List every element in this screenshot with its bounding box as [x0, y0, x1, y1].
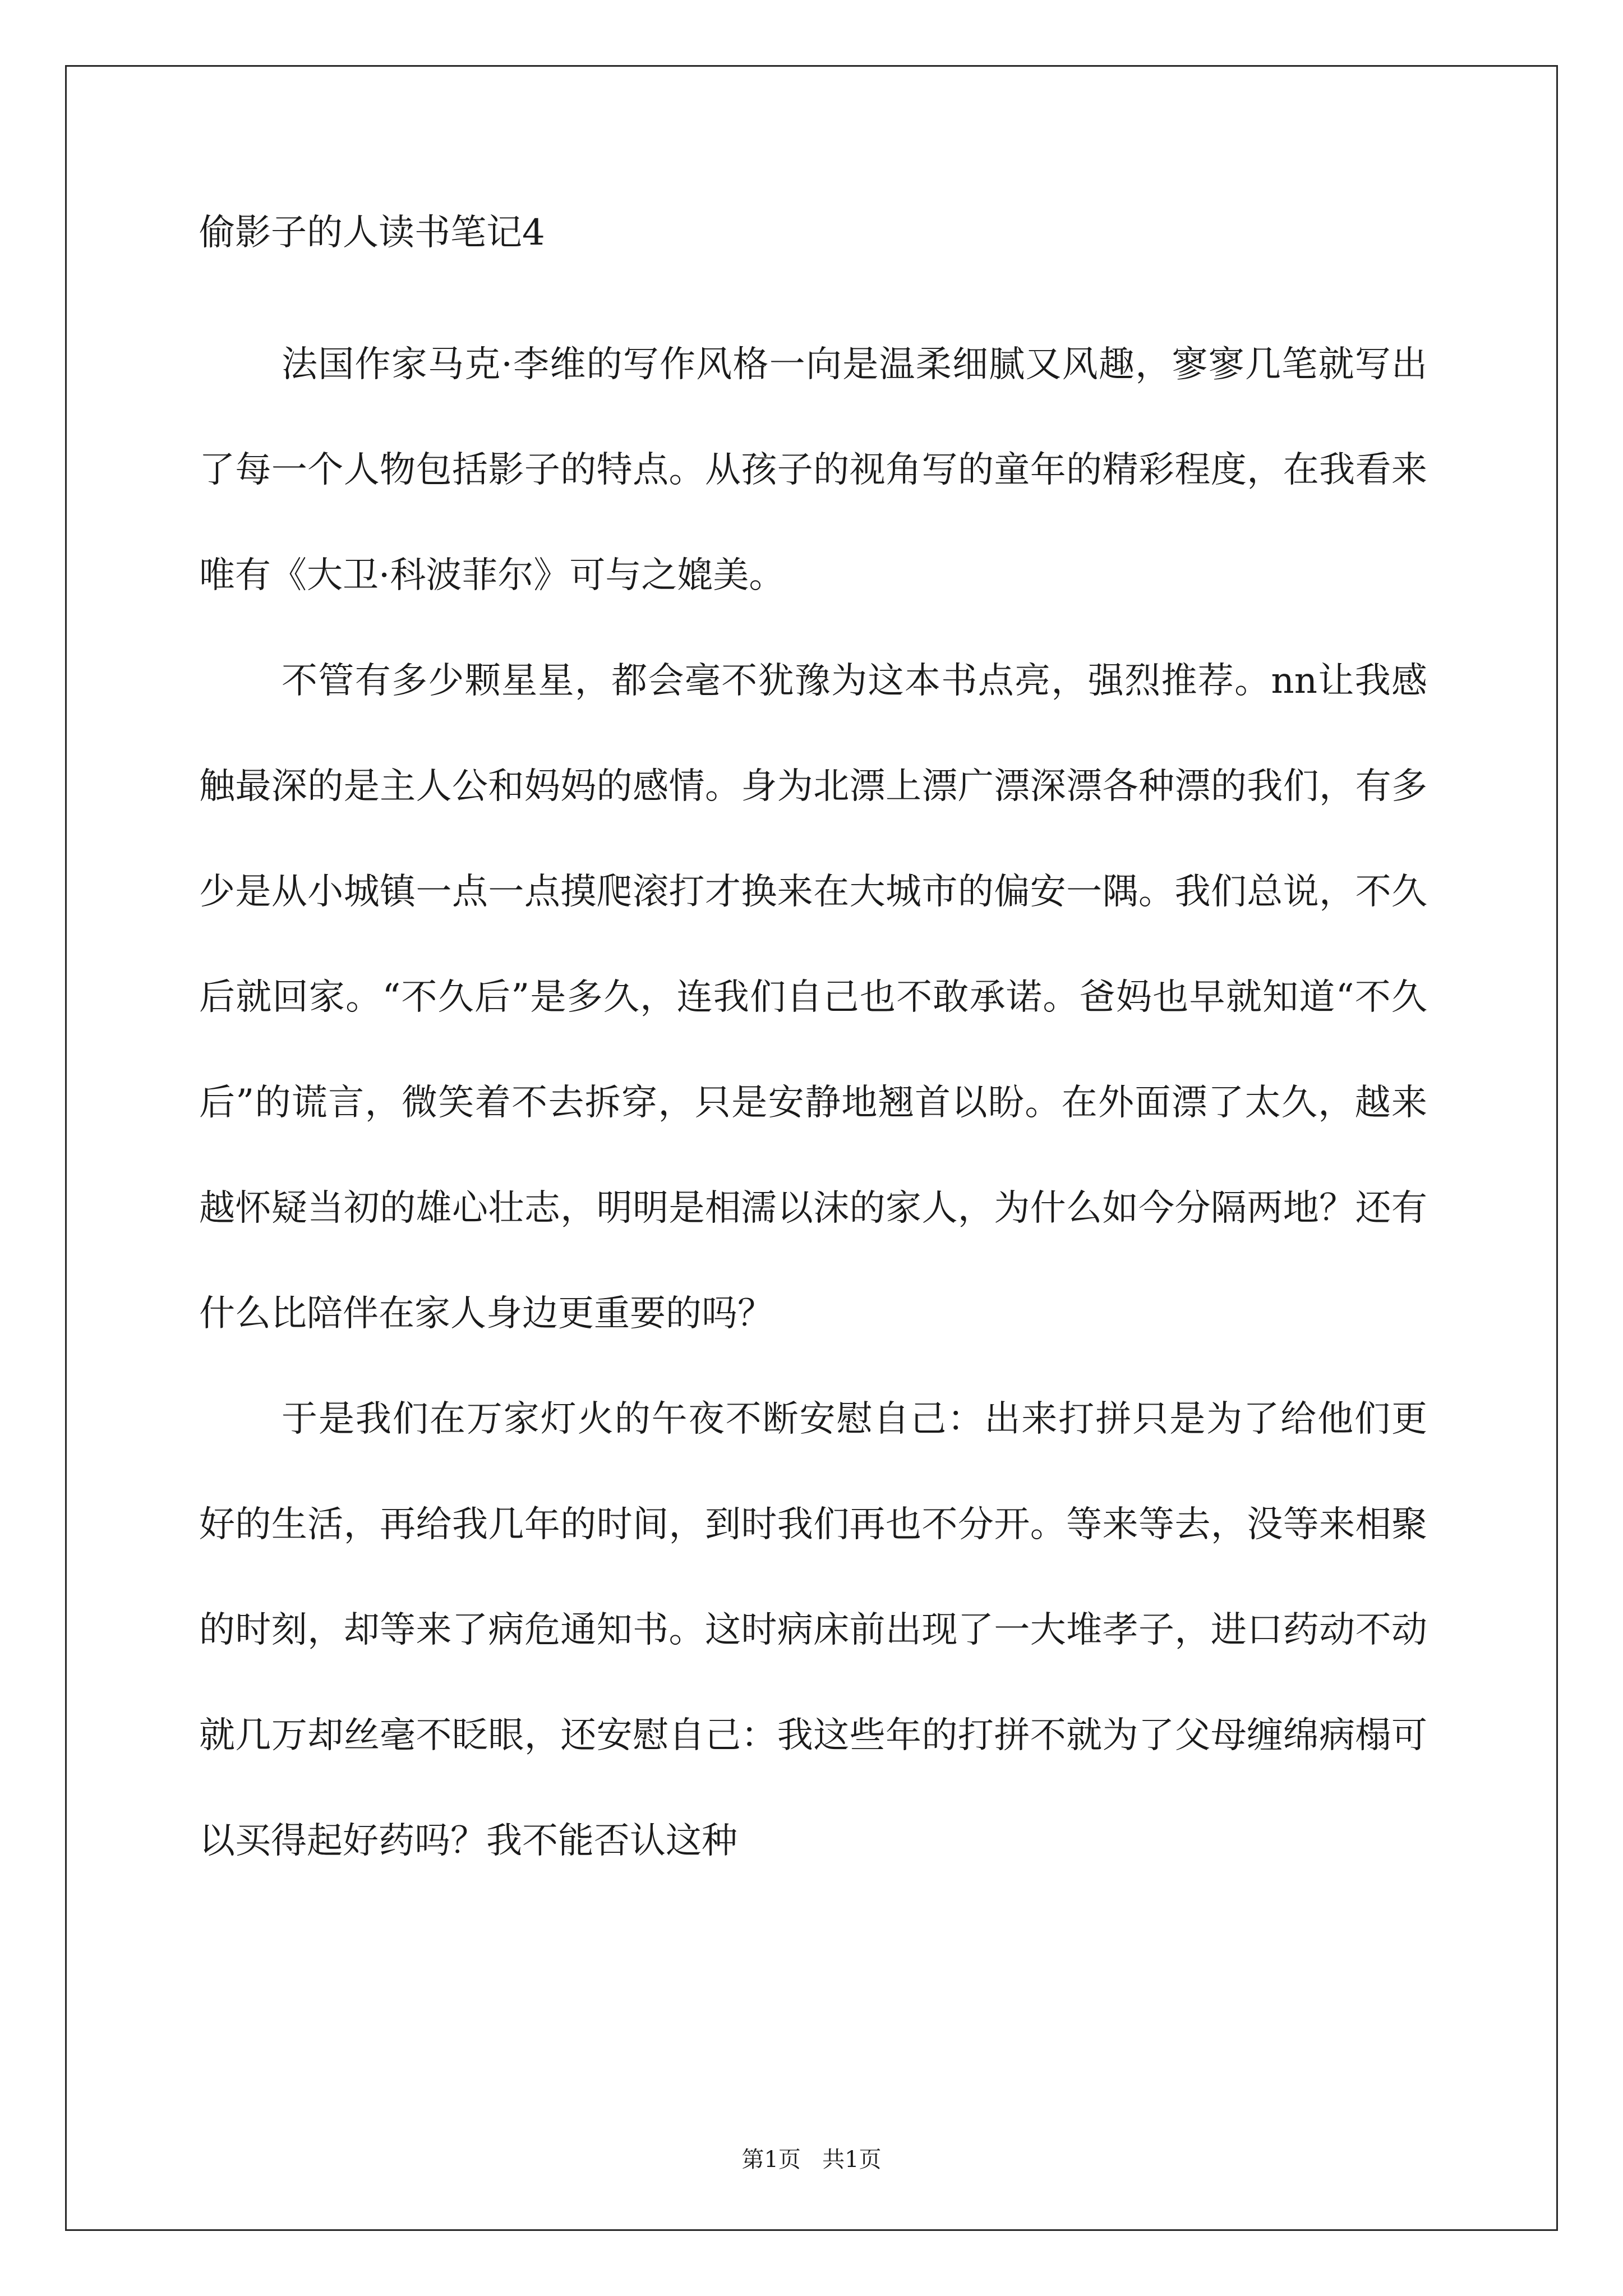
paragraph-3 [199, 1366, 1427, 1894]
page-number: 第1页 [741, 2147, 801, 2173]
paragraph-2 [199, 628, 1427, 1366]
document-title: 偷影子的人读书笔记4 [199, 212, 545, 254]
paragraph-text: 于是我们在万家灯火的午夜不断安慰自己：出来打拼只是为了给他们更好的生活，再给我几年的时间，到时我们再也不分开。等来等去，没等来相聚的时刻，却等来了病危通知书。这时病床前出现了一大堆孝子，进口药动不动就几万却丝毫不眨眼，还安慰自己：我这些年的打拼不就为了父母缠绵病榻可以买得起好药吗？我不能否认这种 [199, 1398, 1427, 1862]
page-total: 共1页 [822, 2147, 882, 2173]
paragraph-text: 法国作家马克·李维的写作风格一向是温柔细腻又风趣，寥寥几笔就写出了每一个人物包括影子的特点。从孩子的视角写的童年的精彩程度，在我看来唯有《大卫·科波菲尔》可与之媲美。 [199, 344, 1427, 596]
page-footer [0, 2146, 1623, 2174]
document-body [199, 208, 1427, 1894]
paragraph-text: 不管有多少颗星星，都会毫不犹豫为这本书点亮，强烈推荐。nn让我感触最深的是主人公和妈妈的感情。身为北漂上漂广漂深漂各种漂的我们，有多少是从小城镇一点一点摸爬滚打才换来在大城市的偏安一隅。我们总说，不久后就回家。“不久后”是多久，连我们自己也不敢承诺。爸妈也早就知道“不久后”的谎言，微笑着不去拆穿，只是安静地翘首以盼。在外面漂了太久，越来越怀疑当初的雄心壮志，明明是相濡以沫的家人，为什么如今分隔两地？还有什么比陪伴在家人身边更重要的吗？ [199, 660, 1427, 1335]
paragraph-1 [199, 312, 1427, 628]
